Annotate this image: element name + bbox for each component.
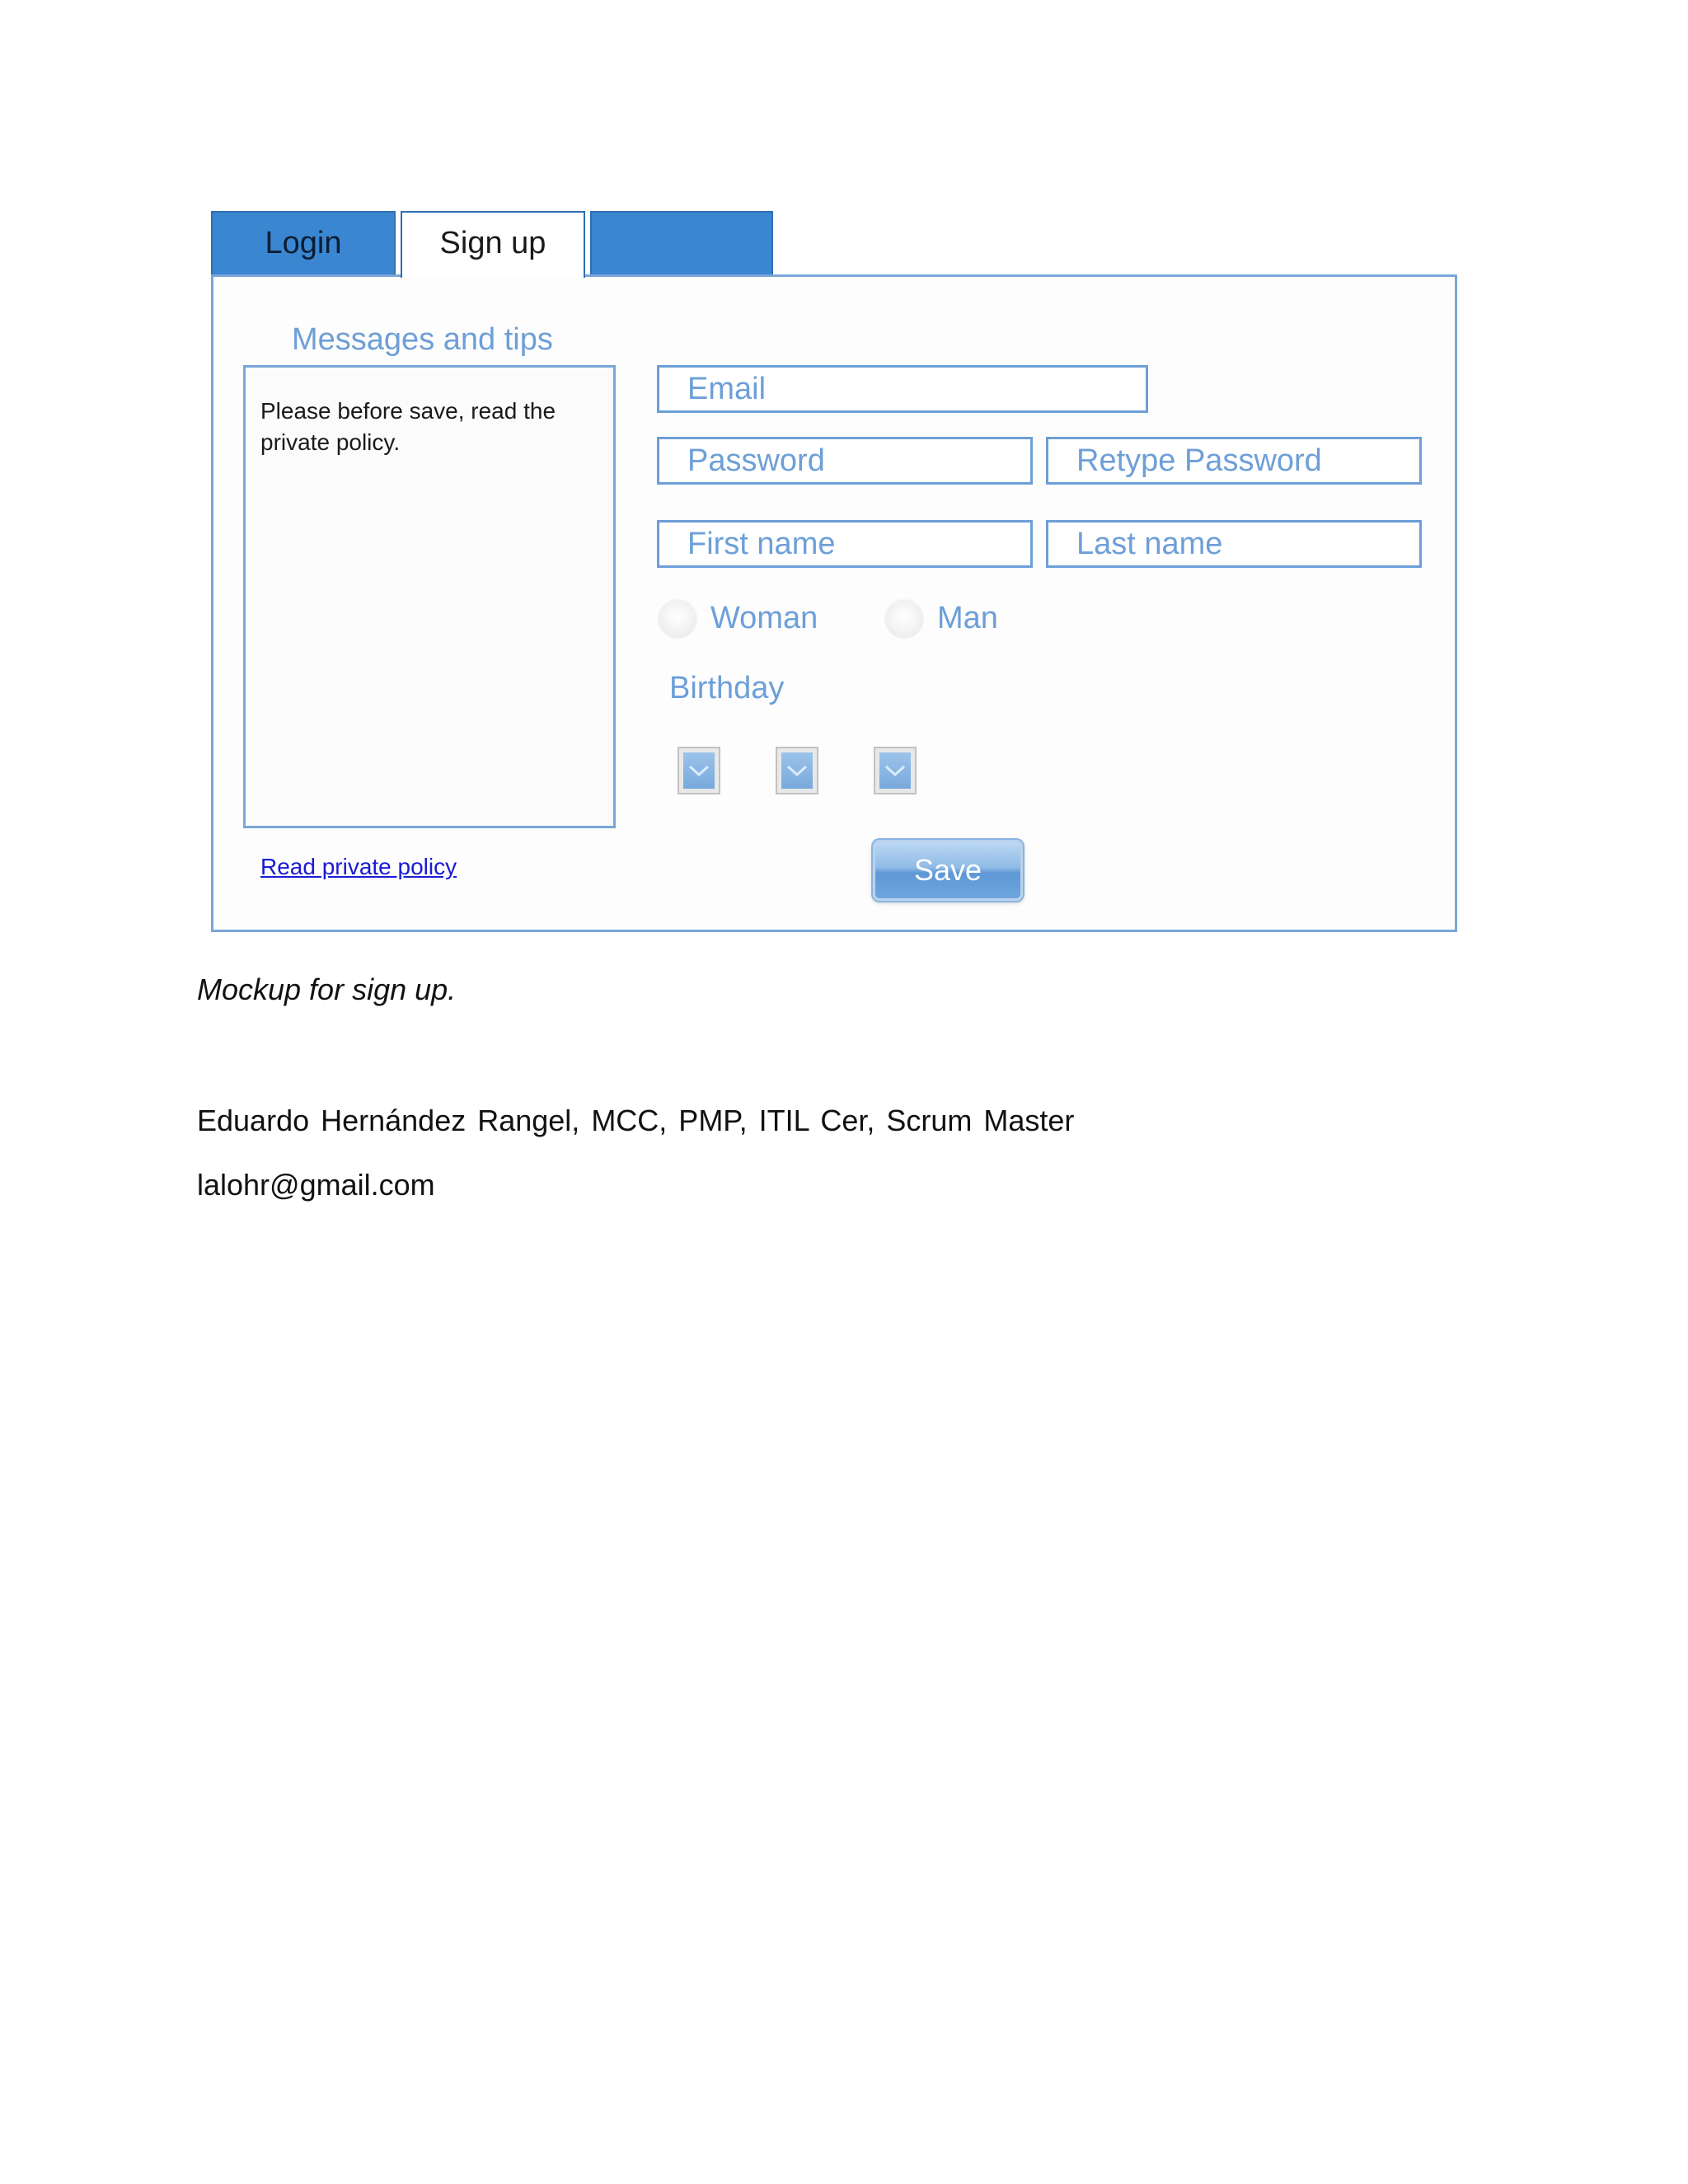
password-field[interactable] [657,437,1033,485]
read-policy-link[interactable]: Read private policy [260,854,457,879]
messages-title: Messages and tips [292,322,553,357]
author-line: Eduardo Hernández Rangel, MCC, PMP, ITIL Cer, Scrum Master [197,1104,1075,1137]
last-name-field[interactable] [1046,520,1422,568]
tab-signup[interactable]: Sign up [401,211,585,278]
birthday-year-dropdown[interactable] [874,747,917,794]
chevron-down-icon [687,763,710,778]
chevron-down-icon [785,763,809,778]
signup-panel [211,274,1457,932]
save-button[interactable]: Save [873,840,1023,901]
messages-box [243,365,616,828]
figure-caption: Mockup for sign up. [197,972,457,1006]
tab-blank[interactable] [590,211,773,276]
radio-woman-label: Woman [710,601,818,635]
radio-man-label: Man [937,601,998,635]
birthday-day-dropdown[interactable] [678,747,720,794]
author-email: lalohr@gmail.com [197,1168,435,1202]
email-field[interactable] [657,365,1148,413]
birthday-label: Birthday [669,671,785,705]
radio-man[interactable] [885,600,923,638]
messages-text: Please before save, read the private policy. [260,398,556,455]
retype-password-field[interactable] [1046,437,1422,485]
birthday-month-dropdown[interactable] [776,747,818,794]
radio-woman[interactable] [659,600,696,638]
chevron-down-icon [884,763,907,778]
tab-login[interactable]: Login [211,211,396,276]
first-name-field[interactable] [657,520,1033,568]
